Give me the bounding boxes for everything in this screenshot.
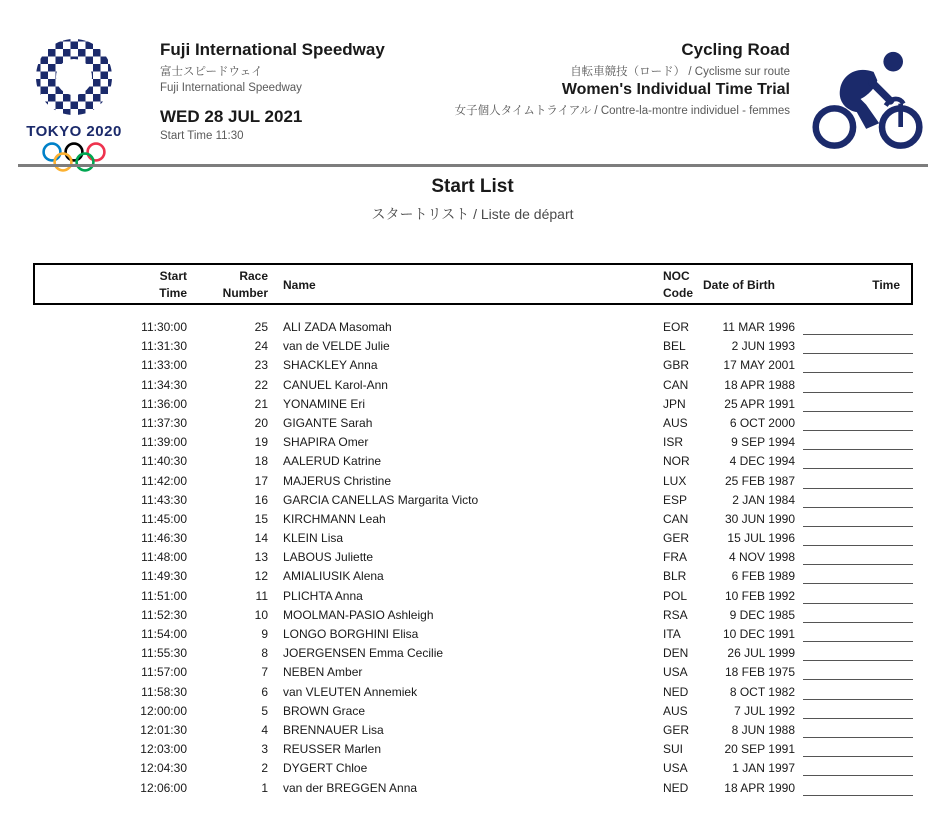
row-time-blank-line (803, 761, 913, 776)
row-noc-code: GBR (663, 358, 690, 373)
row-time-blank-line (803, 723, 913, 738)
row-time-blank-line (803, 589, 913, 604)
row-race-number: 10 (254, 607, 268, 622)
table-row (0, 779, 945, 798)
row-date-of-birth: 6 OCT 2000 (729, 415, 795, 430)
row-time-blank-line (803, 742, 913, 757)
row-start-time: 11:34:30 (141, 377, 187, 392)
column-header-date-of-birth: Date of Birth (703, 278, 775, 292)
row-start-time: 11:43:30 (141, 492, 187, 507)
row-athlete-name: LONGO BORGHINI Elisa (283, 627, 419, 641)
row-time-blank-line (803, 378, 913, 393)
row-time-blank-line (803, 627, 913, 642)
row-date-of-birth: 2 JUN 1993 (731, 339, 795, 354)
row-race-number: 17 (254, 473, 268, 488)
row-start-time: 11:46:30 (141, 531, 187, 546)
row-date-of-birth: 7 JUL 1992 (734, 703, 795, 718)
row-noc-code: NOR (663, 454, 690, 469)
row-date-of-birth: 4 DEC 1994 (729, 454, 795, 469)
column-header-time: Time (872, 278, 900, 292)
table-row (0, 510, 945, 529)
row-athlete-name: CANUEL Karol-Ann (283, 377, 388, 392)
table-row (0, 452, 945, 471)
tokyo2020-wordmark: TOKYO 2020 (26, 123, 122, 140)
row-athlete-name: NEBEN Amber (283, 665, 363, 680)
row-race-number: 16 (254, 492, 268, 507)
row-race-number: 24 (254, 339, 268, 354)
row-athlete-name: MOOLMAN-PASIO Ashleigh (283, 607, 434, 622)
row-date-of-birth: 1 JAN 1997 (732, 761, 795, 776)
row-start-time: 12:03:00 (140, 742, 187, 757)
row-start-time: 11:40:30 (141, 454, 187, 469)
row-date-of-birth: 10 FEB 1992 (724, 588, 795, 603)
tokyo2020-logo (26, 34, 122, 179)
row-date-of-birth: 8 JUN 1988 (731, 722, 795, 737)
row-time-blank-line (803, 569, 913, 584)
row-date-of-birth: 26 JUL 1999 (727, 646, 795, 661)
row-athlete-name: SHAPIRA Omer (283, 435, 369, 450)
row-time-blank-line (803, 685, 913, 700)
row-noc-code: BLR (663, 569, 687, 584)
row-start-time: 11:52:30 (141, 607, 187, 622)
row-time-blank-line (803, 531, 913, 546)
row-noc-code: AUS (663, 415, 688, 430)
row-start-time: 12:01:30 (140, 722, 187, 737)
table-row (0, 663, 945, 682)
row-start-time: 11:36:00 (141, 396, 187, 411)
row-athlete-name: REUSSER Marlen (283, 742, 382, 757)
table-row (0, 625, 945, 644)
row-date-of-birth: 11 MAR 1996 (722, 320, 795, 334)
row-date-of-birth: 25 APR 1991 (724, 396, 795, 411)
row-start-time: 11:39:00 (141, 435, 187, 450)
table-row (0, 376, 945, 395)
row-athlete-name: KIRCHMANN Leah (283, 511, 386, 526)
table-row (0, 337, 945, 356)
row-noc-code: USA (663, 665, 688, 680)
row-noc-code: POL (663, 588, 688, 603)
row-start-time: 11:55:30 (141, 646, 187, 661)
row-start-time: 11:49:30 (141, 569, 187, 584)
row-race-number: 18 (254, 454, 268, 469)
row-athlete-name: GIGANTE Sarah (283, 415, 373, 430)
row-athlete-name: SHACKLEY Anna (283, 358, 378, 373)
row-date-of-birth: 25 FEB 1987 (724, 473, 795, 488)
row-noc-code: AUS (663, 703, 688, 718)
row-time-blank-line (803, 358, 913, 373)
row-athlete-name: BROWN Grace (283, 703, 366, 718)
row-athlete-name: van de VELDE Julie (283, 339, 390, 354)
row-time-blank-line (803, 665, 913, 680)
row-date-of-birth: 2 JAN 1984 (732, 492, 795, 507)
row-noc-code: CAN (663, 511, 689, 526)
row-noc-code: NED (663, 780, 689, 795)
row-date-of-birth: 4 NOV 1998 (728, 550, 795, 565)
row-noc-code: GER (663, 722, 690, 737)
row-start-time: 11:51:00 (141, 588, 187, 603)
row-noc-code: NED (663, 684, 689, 699)
row-start-time: 11:37:30 (141, 415, 187, 430)
table-row (0, 395, 945, 414)
table-row (0, 740, 945, 759)
row-noc-code: RSA (663, 607, 688, 622)
row-athlete-name: AMIALIUSIK Alena (283, 569, 384, 584)
row-athlete-name: BRENNAUER Lisa (283, 722, 384, 737)
discipline-subtitle: 自転車競技（ロード） / Cyclisme sur route (570, 66, 790, 78)
cycling-road-pictogram-icon (812, 46, 924, 157)
table-row (0, 759, 945, 778)
row-time-blank-line (803, 781, 913, 796)
row-time-blank-line (803, 397, 913, 412)
table-row (0, 472, 945, 491)
event-subtitle: 女子個人タイムトライアル / Contre-la-montre individuel - femmes (454, 105, 790, 117)
table-row (0, 318, 945, 337)
row-noc-code: ESP (663, 492, 688, 507)
table-row (0, 433, 945, 452)
table-body (0, 318, 945, 798)
row-start-time: 11:48:00 (141, 550, 187, 565)
row-start-time: 11:33:00 (141, 358, 187, 373)
row-noc-code: EOR (663, 320, 690, 334)
column-header-start-time: Start Time (159, 269, 187, 300)
row-date-of-birth: 17 MAY 2001 (723, 358, 795, 373)
row-start-time: 11:31:30 (141, 339, 187, 354)
row-race-number: 9 (261, 627, 268, 641)
row-date-of-birth: 9 DEC 1985 (729, 607, 795, 622)
event-date: WED 28 JUL 2021 (160, 107, 303, 126)
row-date-of-birth: 30 JUN 1990 (724, 511, 795, 526)
row-date-of-birth: 20 SEP 1991 (724, 742, 795, 757)
row-noc-code: CAN (663, 377, 689, 392)
discipline-title: Cycling Road (681, 40, 790, 59)
row-athlete-name: JOERGENSEN Emma Cecilie (283, 646, 444, 661)
table-row (0, 529, 945, 548)
row-time-blank-line (803, 416, 913, 431)
row-date-of-birth: 9 SEP 1994 (731, 435, 795, 450)
table-row (0, 702, 945, 721)
row-race-number: 1 (261, 780, 268, 795)
row-race-number: 25 (254, 320, 268, 334)
table-row (0, 491, 945, 510)
row-race-number: 19 (254, 435, 268, 450)
table-row (0, 644, 945, 663)
venue-title-japanese: 富士スピードウェイ (160, 66, 263, 78)
page-title: Start List (431, 176, 514, 197)
row-date-of-birth: 8 OCT 1982 (729, 684, 795, 699)
row-noc-code: LUX (663, 473, 687, 488)
row-race-number: 12 (254, 569, 268, 584)
row-noc-code: BEL (663, 339, 686, 354)
row-noc-code: SUI (663, 742, 684, 757)
table-row (0, 356, 945, 375)
table-row (0, 414, 945, 433)
row-start-time: 11:42:00 (141, 473, 187, 488)
row-athlete-name: YONAMINE Eri (283, 396, 366, 411)
event-title: Women's Individual Time Trial (561, 81, 790, 98)
row-race-number: 14 (254, 531, 268, 546)
row-noc-code: USA (663, 761, 688, 776)
table-row (0, 606, 945, 625)
row-race-number: 13 (254, 550, 268, 565)
row-race-number: 2 (261, 761, 268, 776)
row-date-of-birth: 18 APR 1988 (724, 377, 795, 392)
row-noc-code: DEN (663, 646, 689, 661)
row-athlete-name: van der BREGGEN Anna (283, 780, 418, 795)
row-time-blank-line (803, 646, 913, 661)
row-start-time: 11:54:00 (141, 627, 187, 641)
row-noc-code: ISR (663, 435, 684, 450)
row-noc-code: JPN (663, 396, 686, 411)
table-row (0, 587, 945, 606)
table-row (0, 567, 945, 586)
column-header-noc-code: NOC Code (663, 269, 693, 300)
table-row (0, 721, 945, 740)
start-time-label: Start Time 11:30 (160, 130, 244, 142)
row-start-time: 11:57:00 (141, 665, 187, 680)
row-start-time: 11:58:30 (141, 684, 187, 699)
row-athlete-name: GARCIA CANELLAS Margarita Victo (283, 492, 479, 507)
row-race-number: 20 (254, 415, 268, 430)
row-start-time: 12:06:00 (140, 780, 187, 795)
row-start-time: 11:30:00 (141, 320, 187, 334)
row-race-number: 8 (261, 646, 268, 661)
row-athlete-name: van VLEUTEN Annemiek (283, 684, 418, 699)
row-athlete-name: DYGERT Chloe (283, 761, 368, 776)
row-race-number: 23 (254, 358, 268, 373)
row-start-time: 12:04:30 (140, 761, 187, 776)
row-date-of-birth: 18 APR 1990 (724, 780, 795, 795)
row-time-blank-line (803, 608, 913, 623)
row-race-number: 7 (261, 665, 268, 680)
venue-title: Fuji International Speedway (160, 40, 385, 59)
row-noc-code: ITA (663, 627, 681, 641)
row-race-number: 4 (261, 722, 268, 737)
event-block (300, 40, 790, 118)
header-divider (18, 164, 928, 167)
row-noc-code: FRA (663, 550, 687, 565)
row-race-number: 22 (254, 377, 268, 392)
tokyo2020-emblem-icon (33, 34, 115, 120)
row-race-number: 11 (255, 588, 268, 603)
row-time-blank-line (803, 339, 913, 354)
row-time-blank-line (803, 493, 913, 508)
row-athlete-name: KLEIN Lisa (283, 531, 344, 546)
row-time-blank-line (803, 435, 913, 450)
row-time-blank-line (803, 704, 913, 719)
page-subtitle: スタートリスト / Liste de départ (371, 206, 574, 222)
column-header-name: Name (283, 278, 316, 292)
row-time-blank-line (803, 474, 913, 489)
row-time-blank-line (803, 512, 913, 527)
row-date-of-birth: 6 FEB 1989 (731, 569, 795, 584)
row-start-time: 12:00:00 (140, 703, 187, 718)
row-athlete-name: ALI ZADA Masomah (283, 320, 392, 334)
table-row (0, 548, 945, 567)
row-date-of-birth: 15 JUL 1996 (727, 531, 795, 546)
row-race-number: 21 (254, 396, 268, 411)
row-athlete-name: AALERUD Katrine (283, 454, 382, 469)
table-row (0, 683, 945, 702)
row-start-time: 11:45:00 (141, 511, 187, 526)
row-time-blank-line (803, 550, 913, 565)
row-athlete-name: MAJERUS Christine (283, 473, 392, 488)
row-race-number: 6 (261, 684, 268, 699)
row-date-of-birth: 18 FEB 1975 (724, 665, 795, 680)
venue-title-french: Fuji International Speedway (160, 82, 302, 94)
row-time-blank-line (803, 320, 913, 335)
row-athlete-name: PLICHTA Anna (283, 588, 363, 603)
row-race-number: 3 (261, 742, 268, 757)
row-race-number: 15 (254, 511, 268, 526)
row-race-number: 5 (261, 703, 268, 718)
row-time-blank-line (803, 454, 913, 469)
olympic-rings-icon (41, 142, 107, 174)
row-date-of-birth: 10 DEC 1991 (722, 627, 795, 641)
row-athlete-name: LABOUS Juliette (283, 550, 374, 565)
column-header-race-number: Race Number (222, 269, 268, 300)
row-noc-code: GER (663, 531, 690, 546)
